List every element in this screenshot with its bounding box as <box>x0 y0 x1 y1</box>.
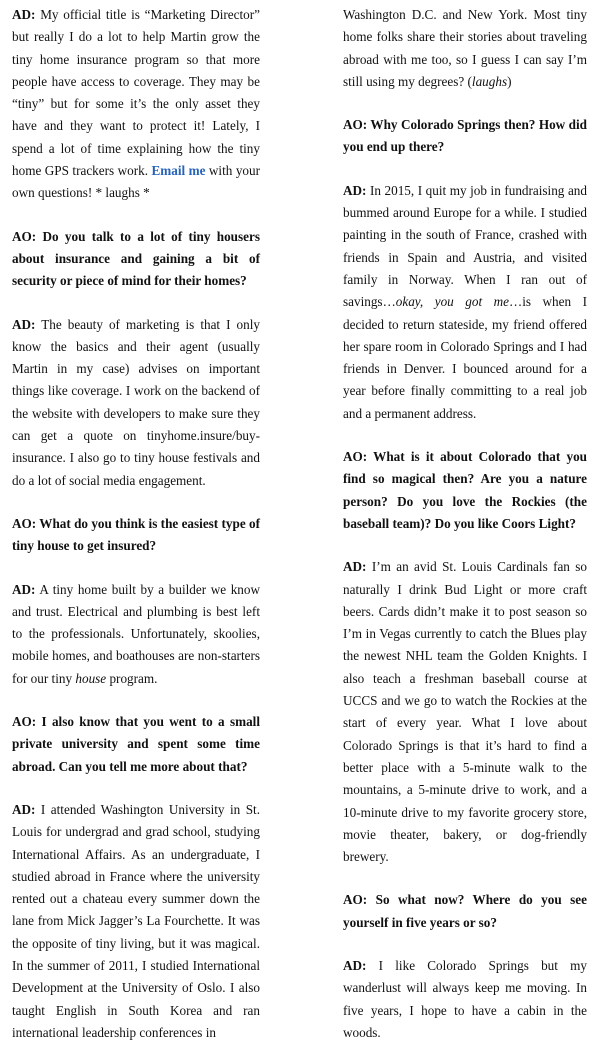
answer-text: My official title is “Marketing Director” but really I do a lot to help Martin grow the tiny home insurance program so that more people have access to coverage. They may be “tiny” but for some it’s the only asset they have and they want to protect it! Lately, I spend a lot of time explaining how the tiny home GPS trackers work. <box>12 7 260 179</box>
answer-text: A tiny home built by a builder we know and trust. Electrical and plumbing is best left to the professionals. Unfortunately, skoolies, mobile homes, and boathouses are non-starters for our tiny <box>12 581 260 686</box>
question-heading: AO: So what now? Where do you see yourself in five years or so? <box>343 892 587 930</box>
answer-text: I like Colorado Springs but my wanderlust will always keep me moving. In five years, I hope to have a cabin in the woods. <box>343 957 587 1040</box>
answer-paragraph <box>12 314 260 492</box>
answer-paragraph <box>343 955 587 1044</box>
left-column <box>12 4 260 1044</box>
answer-text: The beauty of marketing is that I only know the basics and their agent (usually Martin in my case) advises on important things like coverage. I work on the backend of the website with developers to make sure they can get a quote on tinyhome.insure/buy-insurance. I also go to tiny house festivals and do a lot of social media engagement. <box>12 316 260 488</box>
answer-text: ) <box>507 73 512 89</box>
speaker-label: AD: <box>343 182 367 198</box>
answer-continuation <box>343 4 587 93</box>
answer-paragraph <box>12 799 260 1044</box>
email-me-link[interactable]: Email me <box>151 163 206 179</box>
question-heading: AO: Do you talk to a lot of tiny housers about insurance and gaining a bit of security or piece of mind for their homes? <box>12 228 260 289</box>
emphasis-text: laughs <box>471 73 508 89</box>
answer-paragraph <box>343 180 587 425</box>
speaker-label: AD: <box>12 581 36 597</box>
answer-text: …is when I decided to return stateside, my friend offered her spare room in Colorado Springs and I had friends in Denver. I bounced around for a year before finally committing to a real job and a permanent address. <box>343 294 587 421</box>
answer-text: Washington D.C. and New York. Most tiny home folks share their stories about traveling abroad with me too, so I guess I can say I’m still using my degrees? ( <box>343 7 587 89</box>
question-heading: AO: What do you think is the easiest type of tiny house to get insured? <box>12 515 260 554</box>
answer-paragraph <box>343 556 587 868</box>
answer-text: with your own questions! * laughs * <box>12 163 260 201</box>
emphasis-text: house <box>75 670 107 686</box>
question-heading: AO: Why Colorado Springs then? How did you end up there? <box>343 117 587 155</box>
answer-text: I attended Washington University in St. Louis for undergrad and grad school, studying International Affairs. As an undergraduate, I studied abroad in France where the university rented out a chateau every summer down the lane from Mick Jagger’s La Fourchette. It was the opposite of tiny living, but it was magical. In the summer of 2011, I studied International Development at the University of Oslo. I also taught English in South Korea and ran international leadership conferences in <box>12 801 260 1040</box>
right-column <box>343 4 587 1044</box>
emphasis-text: okay, you got me <box>395 294 510 310</box>
answer-paragraph <box>12 579 260 690</box>
speaker-label: AD: <box>12 7 36 22</box>
answer-paragraph <box>12 4 260 205</box>
speaker-label: AD: <box>12 316 36 332</box>
answer-text: program. <box>106 670 158 686</box>
speaker-label: AD: <box>12 801 36 817</box>
answer-text: I’m an avid St. Louis Cardinals fan so naturally I drink Bud Light or more craft beers. Cards didn’t make it to post season so I’m in Vegas currently to catch the Blues play the newest NHL team the Golden Knights. I also teach a freshman baseball course at UCCS and we go to watch the Rockies at the start of every year. What I love about Colorado Springs is that it’s hard to find a better place with a 5-minute walk to the mountains, a 5-minute drive to work, and a 10-minute drive to my favorite grocery store, movie theater, bakery, or dog-friendly brewery. <box>343 559 587 865</box>
question-heading: AO: What is it about Colorado that you find so magical then? Are you a nature person? Do you love the Rockies (the baseball team)? Do you like Coors Light? <box>343 449 587 531</box>
speaker-label: AD: <box>343 957 367 973</box>
question-heading: AO: I also know that you went to a small private university and spent some time abroad. Can you tell me more about that? <box>12 714 260 774</box>
answer-text: In 2015, I quit my job in fundraising and bummed around Europe for a while. I studied painting in the south of France, crashed with friends in Spain and Austria, and visited family in Norway. When I ran out of savings… <box>343 182 587 310</box>
speaker-label: AD: <box>343 559 367 575</box>
